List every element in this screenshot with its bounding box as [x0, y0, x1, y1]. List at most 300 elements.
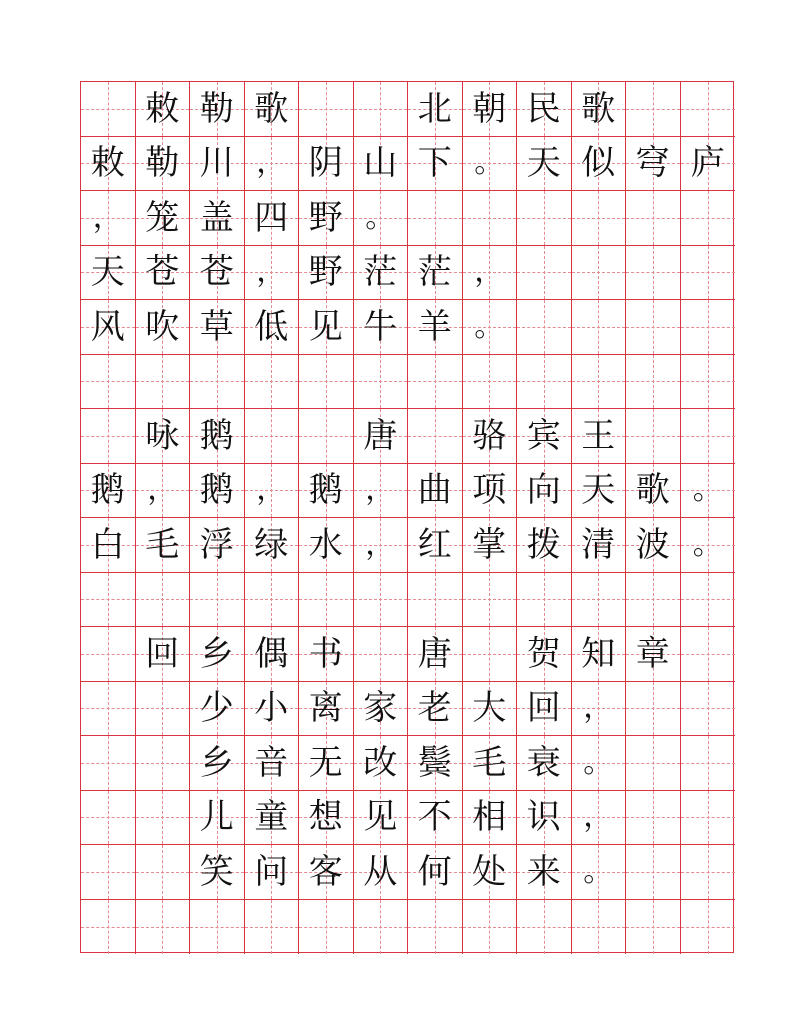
grid-cell — [190, 682, 245, 737]
grid-cell — [190, 300, 245, 355]
cell-character: 章 — [635, 633, 670, 674]
grid-cell — [463, 464, 518, 519]
grid-cell — [681, 791, 736, 846]
cell-character: ， — [147, 472, 178, 508]
grid-cell — [190, 464, 245, 519]
cell-character: 歌 — [581, 88, 616, 129]
cell-character: 大 — [472, 688, 507, 729]
cell-character: 朝 — [472, 88, 507, 129]
cell-character: 回 — [526, 688, 561, 729]
grid-cell — [626, 573, 681, 628]
cell-character: 川 — [199, 143, 234, 184]
grid-cell — [136, 409, 191, 464]
grid-cell — [190, 736, 245, 791]
cell-character: 鹅 — [199, 415, 234, 456]
cell-character: 老 — [417, 688, 452, 729]
cell-character: 四 — [254, 197, 289, 238]
grid-cell — [572, 900, 627, 955]
cell-character: 。 — [365, 199, 396, 235]
grid-cell — [681, 736, 736, 791]
cell-character: 衰 — [526, 742, 561, 783]
grid-cell — [626, 355, 681, 410]
grid-cell — [81, 682, 136, 737]
cell-character: 茫 — [363, 252, 398, 293]
grid-cell — [517, 82, 572, 137]
cell-character: 水 — [308, 524, 343, 565]
grid-cell — [136, 518, 191, 573]
cell-character: 。 — [474, 145, 505, 181]
grid-cell — [245, 627, 300, 682]
cell-character: 天 — [581, 470, 616, 511]
grid-cell — [190, 355, 245, 410]
grid-cell — [572, 191, 627, 246]
grid-cell — [626, 845, 681, 900]
grid-cell — [354, 464, 409, 519]
cell-character: 。 — [474, 308, 505, 344]
grid-cell — [463, 355, 518, 410]
grid-cell — [245, 137, 300, 192]
grid-cell — [299, 300, 354, 355]
cell-character: 绿 — [254, 524, 289, 565]
grid-cell — [517, 518, 572, 573]
cell-character: 穹 — [635, 143, 670, 184]
grid-cell — [81, 464, 136, 519]
cell-character: 无 — [308, 742, 343, 783]
cell-character: 敕 — [145, 88, 180, 129]
grid-cell — [81, 355, 136, 410]
grid-cell — [681, 627, 736, 682]
cell-character: 。 — [692, 472, 723, 508]
grid-cell — [517, 300, 572, 355]
grid-cell — [517, 355, 572, 410]
grid-cell — [299, 464, 354, 519]
cell-character: 知 — [581, 633, 616, 674]
grid-cell — [626, 791, 681, 846]
grid-cell — [517, 464, 572, 519]
grid-cell — [572, 518, 627, 573]
grid-cell — [408, 627, 463, 682]
grid-cell — [517, 573, 572, 628]
grid-cell — [517, 409, 572, 464]
cell-character: 咏 — [145, 415, 180, 456]
grid-cell — [136, 900, 191, 955]
cell-character: 苍 — [199, 252, 234, 293]
grid-cell — [572, 573, 627, 628]
grid-cell — [408, 845, 463, 900]
grid-cell — [408, 409, 463, 464]
grid-cell — [463, 82, 518, 137]
grid-cell — [463, 845, 518, 900]
grid-cell — [572, 137, 627, 192]
grid-cell — [81, 900, 136, 955]
cell-character: ， — [365, 526, 396, 562]
grid-cell — [681, 300, 736, 355]
cell-character: 鹅 — [199, 470, 234, 511]
cell-character: 勒 — [199, 88, 234, 129]
cell-character: 书 — [308, 633, 343, 674]
cell-character: ， — [256, 254, 287, 290]
grid-cell — [245, 300, 300, 355]
grid-cell — [463, 409, 518, 464]
grid-cell — [408, 300, 463, 355]
grid-cell — [572, 246, 627, 301]
grid-cell — [136, 627, 191, 682]
grid-cell — [517, 791, 572, 846]
cell-character: 少 — [199, 688, 234, 729]
cell-character: 红 — [417, 524, 452, 565]
cell-character: 偶 — [254, 633, 289, 674]
grid-cell — [517, 900, 572, 955]
grid-cell — [572, 682, 627, 737]
grid-cell — [299, 409, 354, 464]
grid-cell — [299, 682, 354, 737]
grid-cell — [136, 355, 191, 410]
grid-cell — [354, 791, 409, 846]
grid-cell — [299, 355, 354, 410]
grid-cell — [572, 791, 627, 846]
cell-character: 羊 — [417, 306, 452, 347]
grid-cell — [354, 682, 409, 737]
cell-character: 盖 — [199, 197, 234, 238]
cell-character: 笼 — [145, 197, 180, 238]
grid-cell — [299, 736, 354, 791]
grid-cell — [190, 82, 245, 137]
grid-cell — [626, 300, 681, 355]
grid-cell — [245, 191, 300, 246]
grid-cell — [81, 300, 136, 355]
grid-cell — [463, 191, 518, 246]
cell-character: ， — [583, 799, 614, 835]
cell-character: 鹅 — [90, 470, 125, 511]
grid-cell — [299, 627, 354, 682]
cell-character: 低 — [254, 306, 289, 347]
cell-character: 毛 — [145, 524, 180, 565]
grid-cell — [81, 191, 136, 246]
grid-cell — [136, 191, 191, 246]
cell-character: 见 — [308, 306, 343, 347]
grid-cell — [408, 518, 463, 573]
cell-character: 处 — [472, 851, 507, 892]
grid-cell — [626, 409, 681, 464]
cell-character: 歌 — [254, 88, 289, 129]
cell-character: 庐 — [690, 143, 725, 184]
cell-character: 王 — [581, 415, 616, 456]
grid-cell — [626, 900, 681, 955]
grid-cell — [190, 573, 245, 628]
cell-character: 草 — [199, 306, 234, 347]
cell-character: 唐 — [417, 633, 452, 674]
grid-cell — [517, 627, 572, 682]
grid-cell — [517, 246, 572, 301]
grid-cell — [299, 791, 354, 846]
grid-cell — [572, 464, 627, 519]
grid-cell — [136, 682, 191, 737]
grid-cell — [681, 464, 736, 519]
grid-cell — [245, 900, 300, 955]
grid-cell — [572, 300, 627, 355]
grid-cell — [626, 627, 681, 682]
cell-character: 。 — [583, 853, 614, 889]
grid-cell — [245, 82, 300, 137]
grid-cell — [354, 246, 409, 301]
cell-character: 客 — [308, 851, 343, 892]
grid-cell — [81, 627, 136, 682]
cell-character: 想 — [308, 797, 343, 838]
cell-character: ， — [365, 472, 396, 508]
grid-cell — [626, 137, 681, 192]
cell-character: 乡 — [199, 633, 234, 674]
grid-cell — [517, 682, 572, 737]
grid-cell — [136, 82, 191, 137]
grid-cell — [190, 845, 245, 900]
cell-character: 骆 — [472, 415, 507, 456]
grid-cell — [81, 845, 136, 900]
grid-cell — [408, 464, 463, 519]
cell-character: 从 — [363, 851, 398, 892]
grid-cell — [245, 791, 300, 846]
cell-character: 童 — [254, 797, 289, 838]
grid-cell — [517, 845, 572, 900]
grid-cell — [136, 573, 191, 628]
cell-character: 改 — [363, 742, 398, 783]
grid-cell — [354, 191, 409, 246]
grid-cell — [354, 573, 409, 628]
grid-cell — [81, 573, 136, 628]
grid-cell — [136, 791, 191, 846]
cell-character: 清 — [581, 524, 616, 565]
grid-cell — [408, 573, 463, 628]
grid-cell — [136, 246, 191, 301]
cell-character: 勒 — [145, 143, 180, 184]
cell-character: 项 — [472, 470, 507, 511]
cell-character: 苍 — [145, 252, 180, 293]
grid-cell — [190, 900, 245, 955]
grid-cell — [463, 246, 518, 301]
cell-character: 波 — [635, 524, 670, 565]
cell-character: ， — [92, 199, 123, 235]
grid-cell — [626, 682, 681, 737]
grid-cell — [81, 137, 136, 192]
grid-cell — [81, 246, 136, 301]
grid-cell — [572, 627, 627, 682]
cell-character: ， — [474, 254, 505, 290]
grid-cell — [408, 900, 463, 955]
cell-character: 野 — [308, 252, 343, 293]
grid-cell — [81, 82, 136, 137]
cell-character: 问 — [254, 851, 289, 892]
cell-character: 儿 — [199, 797, 234, 838]
cell-character: 回 — [145, 633, 180, 674]
grid-cell — [517, 137, 572, 192]
grid-cell — [408, 82, 463, 137]
grid-cell — [626, 464, 681, 519]
grid-cell — [190, 191, 245, 246]
grid-cell — [463, 627, 518, 682]
grid-cell — [681, 518, 736, 573]
grid-cell — [81, 409, 136, 464]
grid-cell — [463, 736, 518, 791]
cell-character: 风 — [90, 306, 125, 347]
grid-cell — [572, 82, 627, 137]
cell-character: 北 — [417, 88, 452, 129]
grid-cell — [626, 736, 681, 791]
grid-cell — [681, 137, 736, 192]
grid-cell — [299, 573, 354, 628]
cell-character: 鹅 — [308, 470, 343, 511]
grid-cell — [354, 300, 409, 355]
grid-cell — [681, 246, 736, 301]
grid-cell — [681, 409, 736, 464]
grid-cell — [299, 900, 354, 955]
grid-cell — [681, 82, 736, 137]
cell-character: 唐 — [363, 415, 398, 456]
grid-cell — [572, 355, 627, 410]
grid-cell — [190, 627, 245, 682]
cell-character: 天 — [90, 252, 125, 293]
cell-character: 宾 — [526, 415, 561, 456]
grid-cell — [354, 900, 409, 955]
cell-character: ， — [256, 145, 287, 181]
grid-cell — [245, 736, 300, 791]
cell-character: 贺 — [526, 633, 561, 674]
grid-cell — [354, 627, 409, 682]
cell-character: 离 — [308, 688, 343, 729]
grid-cell — [136, 300, 191, 355]
cell-character: 识 — [526, 797, 561, 838]
cell-character: 白 — [90, 524, 125, 565]
cell-character: 向 — [526, 470, 561, 511]
grid-cell — [354, 409, 409, 464]
grid-cell — [81, 736, 136, 791]
cell-character: 似 — [581, 143, 616, 184]
cell-character: 。 — [583, 744, 614, 780]
grid-cell — [626, 191, 681, 246]
cell-character: ， — [583, 690, 614, 726]
cell-character: 下 — [417, 143, 452, 184]
grid-cell — [299, 191, 354, 246]
grid-cell — [299, 246, 354, 301]
grid-cell — [463, 682, 518, 737]
grid-cell — [245, 573, 300, 628]
cell-character: 歌 — [635, 470, 670, 511]
grid-cell — [81, 791, 136, 846]
cell-character: 茫 — [417, 252, 452, 293]
cell-character: 天 — [526, 143, 561, 184]
grid-cell — [299, 518, 354, 573]
grid-cell — [190, 518, 245, 573]
cell-character: 何 — [417, 851, 452, 892]
cell-character: 野 — [308, 197, 343, 238]
cell-character: 音 — [254, 742, 289, 783]
grid-cell — [299, 137, 354, 192]
grid-cell — [354, 518, 409, 573]
grid-cell — [517, 736, 572, 791]
grid-cell — [681, 900, 736, 955]
grid-cell — [408, 355, 463, 410]
grid-cell — [463, 300, 518, 355]
grid-cell — [463, 791, 518, 846]
grid-cell — [626, 246, 681, 301]
grid-cell — [463, 573, 518, 628]
grid-cell — [408, 246, 463, 301]
grid-cell — [136, 137, 191, 192]
grid-cell — [572, 845, 627, 900]
grid-cell — [626, 82, 681, 137]
grid-cell — [354, 137, 409, 192]
grid-cell — [681, 682, 736, 737]
cell-character: 吹 — [145, 306, 180, 347]
grid-cell — [354, 82, 409, 137]
cell-character: 阴 — [308, 143, 343, 184]
grid-cell — [245, 355, 300, 410]
cell-character: 掌 — [472, 524, 507, 565]
cell-character: ， — [256, 472, 287, 508]
grid-cell — [408, 137, 463, 192]
grid-cell — [245, 518, 300, 573]
grid-cell — [136, 464, 191, 519]
grid-cell — [354, 845, 409, 900]
grid-cell — [136, 845, 191, 900]
grid-cell — [245, 464, 300, 519]
cell-character: 笑 — [199, 851, 234, 892]
grid-cell — [408, 736, 463, 791]
cell-character: 相 — [472, 797, 507, 838]
grid-cell — [354, 355, 409, 410]
grid-cell — [681, 355, 736, 410]
cell-character: 乡 — [199, 742, 234, 783]
cell-character: 民 — [526, 88, 561, 129]
grid-cell — [299, 82, 354, 137]
cell-character: 山 — [363, 143, 398, 184]
cell-character: 浮 — [199, 524, 234, 565]
grid-cell — [190, 409, 245, 464]
cell-character: 来 — [526, 851, 561, 892]
cell-character: 曲 — [417, 470, 452, 511]
calligraphy-grid-sheet — [80, 81, 734, 953]
grid-cell — [681, 845, 736, 900]
grid-cell — [190, 246, 245, 301]
cell-character: 小 — [254, 688, 289, 729]
grid-cell — [572, 409, 627, 464]
cell-character: 不 — [417, 797, 452, 838]
cell-character: 敕 — [90, 143, 125, 184]
grid-cell — [81, 518, 136, 573]
grid-cell — [408, 682, 463, 737]
cell-character: 鬓 — [417, 742, 452, 783]
grid-cell — [626, 518, 681, 573]
grid-cell — [463, 137, 518, 192]
grid-cell — [354, 736, 409, 791]
grid-cell — [245, 845, 300, 900]
cell-character: 牛 — [363, 306, 398, 347]
grid-cell — [572, 736, 627, 791]
cell-character: 拨 — [526, 524, 561, 565]
cell-character: 。 — [692, 526, 723, 562]
grid-cell — [245, 682, 300, 737]
grid-cell — [190, 137, 245, 192]
grid-cell — [463, 900, 518, 955]
grid-cell — [463, 518, 518, 573]
grid-cell — [517, 191, 572, 246]
grid-cell — [408, 191, 463, 246]
grid-cell — [136, 736, 191, 791]
grid-cell — [681, 573, 736, 628]
grid-cell — [681, 191, 736, 246]
grid-cell — [408, 791, 463, 846]
cell-character: 见 — [363, 797, 398, 838]
grid-cell — [245, 409, 300, 464]
cell-character: 家 — [363, 688, 398, 729]
